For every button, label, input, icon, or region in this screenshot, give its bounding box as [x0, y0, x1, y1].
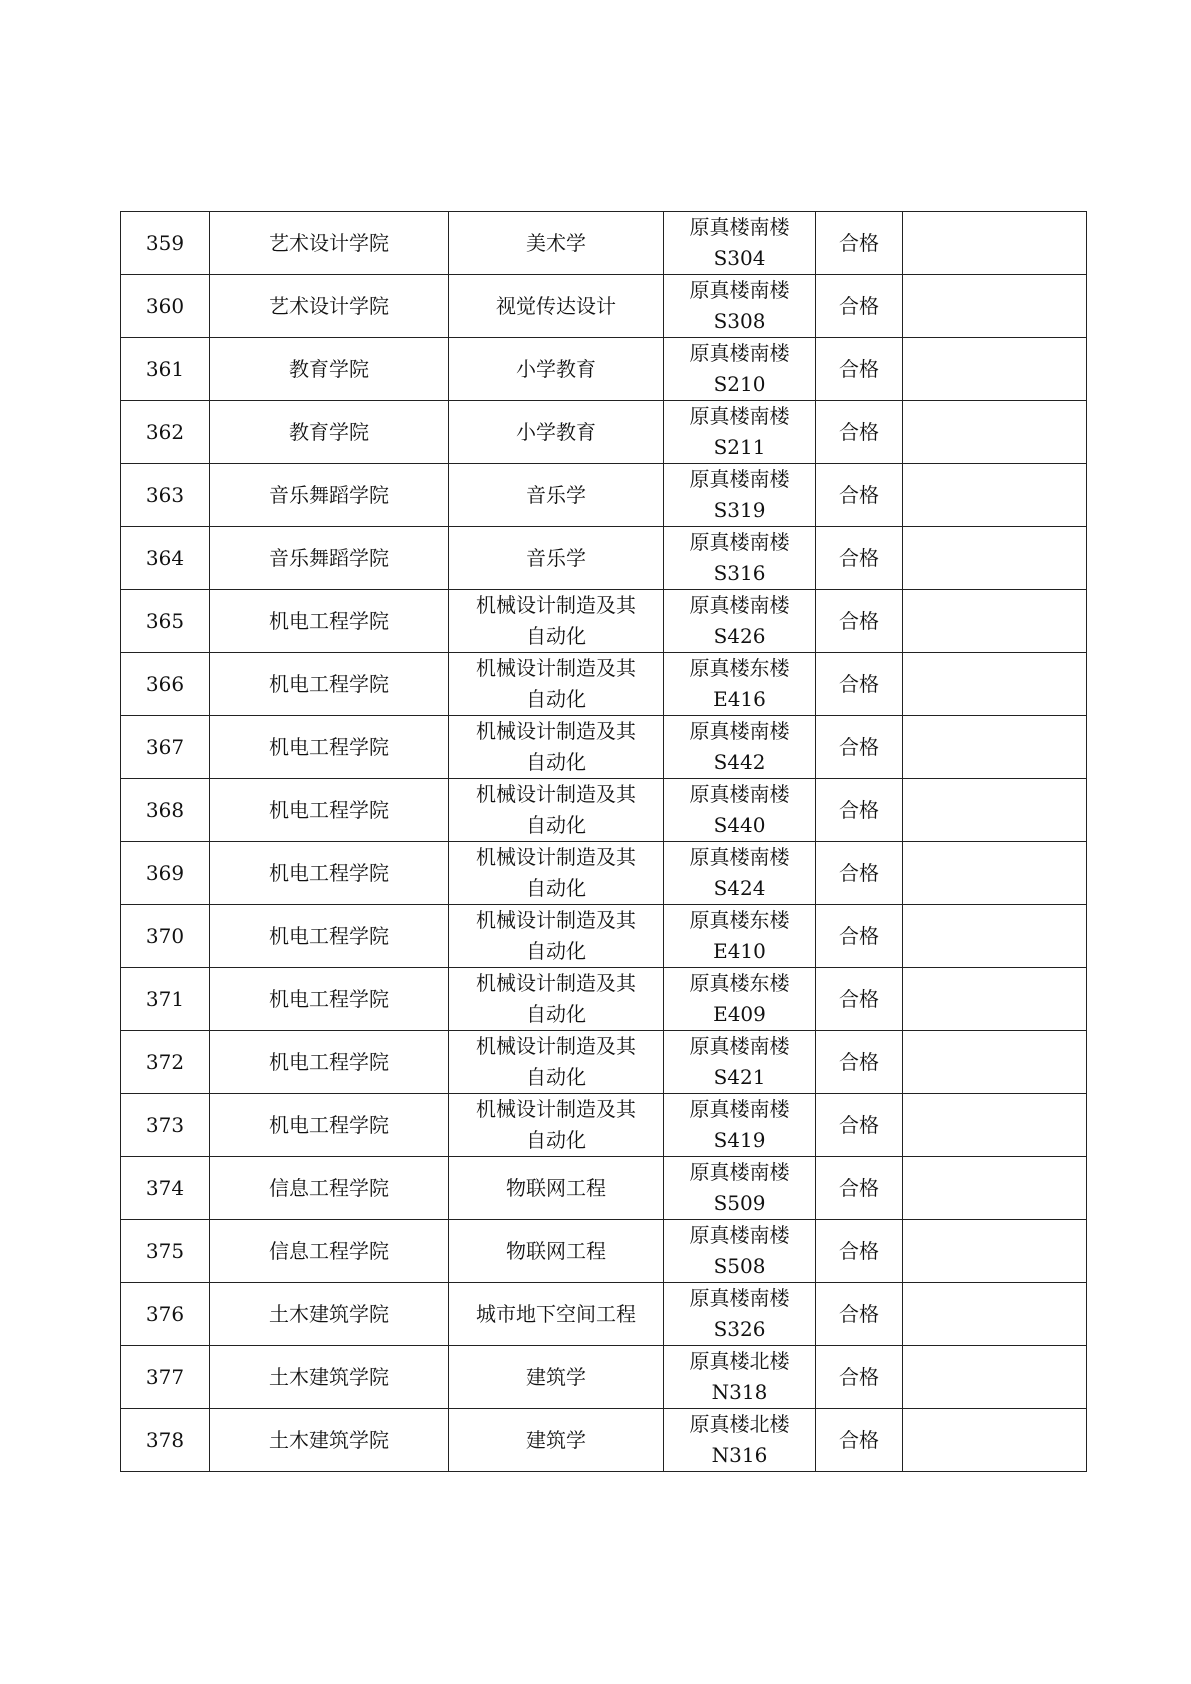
major-cell-line: 自动化	[526, 939, 586, 963]
major-cell-line: 自动化	[526, 1128, 586, 1152]
row-number-cell: 363	[121, 464, 210, 527]
room-cell-line: 原真楼东楼	[689, 656, 790, 680]
result-cell: 合格	[816, 1157, 903, 1220]
room-cell	[664, 464, 816, 527]
table-row	[121, 842, 1087, 905]
note-cell	[903, 779, 1087, 842]
room-cell-line: S421	[713, 1065, 766, 1089]
college-cell: 土木建筑学院	[210, 1346, 449, 1409]
college-cell: 艺术设计学院	[210, 212, 449, 275]
college-cell: 机电工程学院	[210, 905, 449, 968]
major-cell	[449, 653, 664, 716]
college-cell: 机电工程学院	[210, 1094, 449, 1157]
room-cell-line: E410	[713, 939, 766, 963]
room-cell-line: S326	[713, 1317, 766, 1341]
college-cell: 机电工程学院	[210, 716, 449, 779]
row-number-cell: 371	[121, 968, 210, 1031]
note-cell	[903, 590, 1087, 653]
college-cell: 音乐舞蹈学院	[210, 464, 449, 527]
table-row	[121, 275, 1087, 338]
major-cell-line: 小学教育	[516, 419, 596, 444]
major-cell	[449, 1220, 664, 1283]
major-cell-line: 机械设计制造及其	[476, 719, 636, 743]
result-cell: 合格	[816, 905, 903, 968]
college-cell: 机电工程学院	[210, 590, 449, 653]
major-cell	[449, 1031, 664, 1094]
room-cell	[664, 968, 816, 1031]
result-cell: 合格	[816, 338, 903, 401]
room-cell-line: S426	[713, 624, 766, 648]
table-row	[121, 590, 1087, 653]
major-cell	[449, 1157, 664, 1220]
row-number-cell: 367	[121, 716, 210, 779]
table-row	[121, 1409, 1087, 1472]
major-cell	[449, 401, 664, 464]
row-number-cell: 359	[121, 212, 210, 275]
major-cell-line: 自动化	[526, 876, 586, 900]
room-cell-line: 原真楼南楼	[689, 467, 790, 491]
room-cell-line: 原真楼南楼	[689, 1034, 790, 1058]
note-cell	[903, 842, 1087, 905]
major-cell-line: 小学教育	[516, 356, 596, 381]
room-cell	[664, 842, 816, 905]
table-row	[121, 401, 1087, 464]
note-cell	[903, 1346, 1087, 1409]
table-row	[121, 1346, 1087, 1409]
major-cell-line: 建筑学	[526, 1364, 586, 1389]
room-cell	[664, 1094, 816, 1157]
college-cell: 机电工程学院	[210, 1031, 449, 1094]
major-cell	[449, 464, 664, 527]
table-row	[121, 1283, 1087, 1346]
major-cell-line: 物联网工程	[506, 1175, 606, 1200]
major-cell-line: 机械设计制造及其	[476, 1097, 636, 1121]
room-cell-line: S419	[713, 1128, 766, 1152]
room-cell-line: 原真楼南楼	[689, 1223, 790, 1247]
result-cell: 合格	[816, 968, 903, 1031]
major-cell	[449, 905, 664, 968]
college-cell: 机电工程学院	[210, 653, 449, 716]
result-cell: 合格	[816, 1031, 903, 1094]
note-cell	[903, 212, 1087, 275]
result-cell: 合格	[816, 590, 903, 653]
major-cell	[449, 779, 664, 842]
major-cell-line: 机械设计制造及其	[476, 971, 636, 995]
room-cell-line: N318	[711, 1380, 768, 1404]
major-cell-line: 机械设计制造及其	[476, 1034, 636, 1058]
row-number-cell: 366	[121, 653, 210, 716]
room-cell-line: 原真楼南楼	[689, 404, 790, 428]
room-cell-line: S210	[713, 372, 766, 396]
note-cell	[903, 401, 1087, 464]
college-cell: 机电工程学院	[210, 842, 449, 905]
major-cell-line: 建筑学	[526, 1427, 586, 1452]
college-cell: 土木建筑学院	[210, 1283, 449, 1346]
room-cell	[664, 338, 816, 401]
table-row	[121, 905, 1087, 968]
major-cell	[449, 1346, 664, 1409]
major-cell-line: 自动化	[526, 624, 586, 648]
note-cell	[903, 275, 1087, 338]
row-number-cell: 365	[121, 590, 210, 653]
room-cell-line: 原真楼南楼	[689, 1286, 790, 1310]
college-cell: 教育学院	[210, 338, 449, 401]
room-cell	[664, 1346, 816, 1409]
room-cell-line: S304	[713, 246, 766, 270]
table-row	[121, 716, 1087, 779]
major-cell	[449, 590, 664, 653]
row-number-cell: 360	[121, 275, 210, 338]
room-cell-line: E416	[713, 687, 766, 711]
room-cell-line: S509	[713, 1191, 766, 1215]
result-cell: 合格	[816, 653, 903, 716]
note-cell	[903, 1283, 1087, 1346]
major-cell-line: 机械设计制造及其	[476, 593, 636, 617]
note-cell	[903, 905, 1087, 968]
result-cell: 合格	[816, 1283, 903, 1346]
room-cell-line: 原真楼东楼	[689, 971, 790, 995]
major-cell	[449, 275, 664, 338]
major-cell	[449, 1094, 664, 1157]
table-row	[121, 779, 1087, 842]
room-cell	[664, 527, 816, 590]
row-number-cell: 368	[121, 779, 210, 842]
result-cell: 合格	[816, 212, 903, 275]
room-cell-line: 原真楼南楼	[689, 719, 790, 743]
result-cell: 合格	[816, 464, 903, 527]
major-cell-line: 城市地下空间工程	[476, 1301, 636, 1326]
row-number-cell: 375	[121, 1220, 210, 1283]
room-cell	[664, 590, 816, 653]
major-cell-line: 机械设计制造及其	[476, 782, 636, 806]
college-cell: 信息工程学院	[210, 1220, 449, 1283]
table-row	[121, 1094, 1087, 1157]
row-number-cell: 378	[121, 1409, 210, 1472]
room-cell	[664, 779, 816, 842]
college-cell: 信息工程学院	[210, 1157, 449, 1220]
room-cell	[664, 1283, 816, 1346]
major-cell-line: 机械设计制造及其	[476, 845, 636, 869]
result-cell: 合格	[816, 842, 903, 905]
room-cell	[664, 1031, 816, 1094]
room-cell-line: 原真楼南楼	[689, 530, 790, 554]
room-cell-line: 原真楼南楼	[689, 215, 790, 239]
result-cell: 合格	[816, 1094, 903, 1157]
table-row	[121, 1031, 1087, 1094]
table-row	[121, 527, 1087, 590]
inspection-results-table	[120, 211, 1087, 1472]
result-cell: 合格	[816, 527, 903, 590]
major-cell-line: 自动化	[526, 1065, 586, 1089]
room-cell	[664, 1157, 816, 1220]
room-cell	[664, 1220, 816, 1283]
room-cell	[664, 401, 816, 464]
room-cell-line: S442	[713, 750, 766, 774]
table-row	[121, 968, 1087, 1031]
row-number-cell: 361	[121, 338, 210, 401]
table-row	[121, 212, 1087, 275]
college-cell: 土木建筑学院	[210, 1409, 449, 1472]
room-cell-line: S508	[713, 1254, 766, 1278]
major-cell-line: 音乐学	[526, 545, 586, 570]
major-cell-line: 自动化	[526, 750, 586, 774]
room-cell	[664, 1409, 816, 1472]
room-cell-line: 原真楼东楼	[689, 908, 790, 932]
room-cell-line: 原真楼南楼	[689, 1160, 790, 1184]
room-cell	[664, 716, 816, 779]
room-cell-line: 原真楼南楼	[689, 593, 790, 617]
note-cell	[903, 338, 1087, 401]
college-cell: 教育学院	[210, 401, 449, 464]
major-cell	[449, 527, 664, 590]
note-cell	[903, 1409, 1087, 1472]
note-cell	[903, 1220, 1087, 1283]
room-cell-line: S316	[713, 561, 766, 585]
table-row	[121, 464, 1087, 527]
college-cell: 机电工程学院	[210, 968, 449, 1031]
major-cell-line: 自动化	[526, 1002, 586, 1026]
major-cell-line: 自动化	[526, 687, 586, 711]
college-cell: 艺术设计学院	[210, 275, 449, 338]
room-cell-line: 原真楼北楼	[689, 1349, 790, 1373]
result-cell: 合格	[816, 1346, 903, 1409]
note-cell	[903, 716, 1087, 779]
row-number-cell: 372	[121, 1031, 210, 1094]
result-cell: 合格	[816, 275, 903, 338]
table-body	[121, 212, 1087, 1472]
note-cell	[903, 1157, 1087, 1220]
row-number-cell: 374	[121, 1157, 210, 1220]
college-cell: 音乐舞蹈学院	[210, 527, 449, 590]
room-cell	[664, 212, 816, 275]
table-row	[121, 338, 1087, 401]
result-cell: 合格	[816, 716, 903, 779]
major-cell	[449, 338, 664, 401]
result-cell: 合格	[816, 779, 903, 842]
room-cell-line: E409	[713, 1002, 766, 1026]
major-cell	[449, 212, 664, 275]
major-cell	[449, 842, 664, 905]
row-number-cell: 369	[121, 842, 210, 905]
room-cell-line: S319	[713, 498, 766, 522]
row-number-cell: 362	[121, 401, 210, 464]
table-row	[121, 653, 1087, 716]
room-cell	[664, 275, 816, 338]
result-cell: 合格	[816, 1409, 903, 1472]
row-number-cell: 376	[121, 1283, 210, 1346]
major-cell-line: 物联网工程	[506, 1238, 606, 1263]
room-cell-line: 原真楼北楼	[689, 1412, 790, 1436]
major-cell	[449, 968, 664, 1031]
room-cell	[664, 653, 816, 716]
room-cell-line: 原真楼南楼	[689, 1097, 790, 1121]
row-number-cell: 370	[121, 905, 210, 968]
note-cell	[903, 464, 1087, 527]
room-cell-line: N316	[711, 1443, 768, 1467]
room-cell	[664, 905, 816, 968]
room-cell-line: S424	[713, 876, 766, 900]
major-cell-line: 机械设计制造及其	[476, 656, 636, 680]
note-cell	[903, 527, 1087, 590]
college-cell: 机电工程学院	[210, 779, 449, 842]
table-row	[121, 1157, 1087, 1220]
room-cell-line: S308	[713, 309, 766, 333]
row-number-cell: 377	[121, 1346, 210, 1409]
table-row	[121, 1220, 1087, 1283]
room-cell-line: 原真楼南楼	[689, 845, 790, 869]
major-cell-line: 自动化	[526, 813, 586, 837]
note-cell	[903, 1031, 1087, 1094]
row-number-cell: 373	[121, 1094, 210, 1157]
major-cell	[449, 716, 664, 779]
row-number-cell: 364	[121, 527, 210, 590]
note-cell	[903, 968, 1087, 1031]
room-cell-line: 原真楼南楼	[689, 341, 790, 365]
note-cell	[903, 1094, 1087, 1157]
result-cell: 合格	[816, 1220, 903, 1283]
room-cell-line: 原真楼南楼	[689, 782, 790, 806]
major-cell-line: 音乐学	[526, 482, 586, 507]
room-cell-line: 原真楼南楼	[689, 278, 790, 302]
room-cell-line: S211	[713, 435, 766, 459]
note-cell	[903, 653, 1087, 716]
result-cell: 合格	[816, 401, 903, 464]
major-cell-line: 美术学	[526, 230, 586, 255]
major-cell-line: 机械设计制造及其	[476, 908, 636, 932]
major-cell	[449, 1409, 664, 1472]
major-cell-line: 视觉传达设计	[496, 293, 616, 318]
major-cell	[449, 1283, 664, 1346]
room-cell-line: S440	[713, 813, 766, 837]
